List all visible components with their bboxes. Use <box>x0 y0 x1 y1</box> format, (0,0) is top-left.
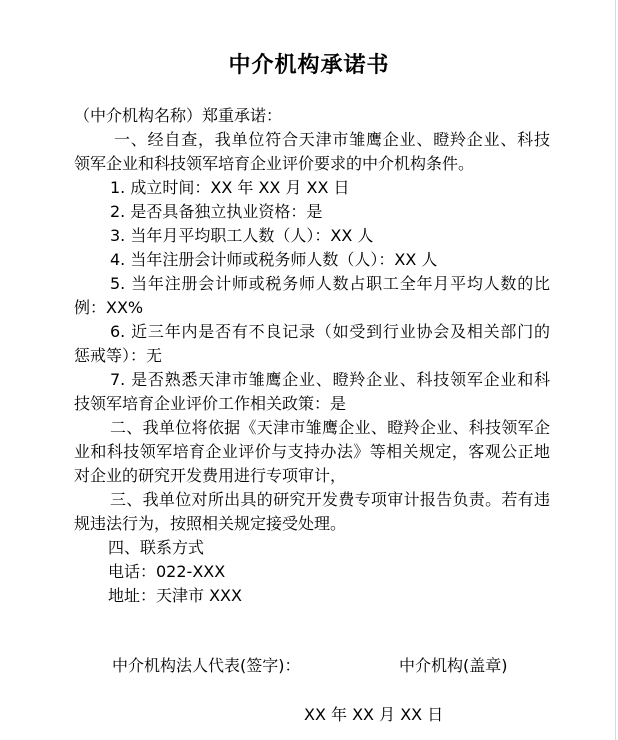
document-title: 中介机构承诺书 <box>228 53 390 78</box>
item-2: 2. 是否具备独立执业资格：是 <box>110 202 323 221</box>
agency-seal: 中介机构(盖章) <box>399 656 508 675</box>
clause-2-line-2: 业和科技领军培育企业评价与支持办法》等相关规定，客观公正地 <box>74 442 550 461</box>
item-4: 4. 当年注册会计师或税务师人数（人）：XX 人 <box>110 250 438 269</box>
contact-address: 地址：天津市 XXX <box>108 586 242 605</box>
item-3: 3. 当年月平均职工人数（人）：XX 人 <box>110 226 374 245</box>
contact-phone: 电话：022-XXX <box>108 562 226 581</box>
legal-representative-signature: 中介机构法人代表(签字)： <box>112 656 301 675</box>
item-5-line-2: 例：XX% <box>74 298 144 317</box>
signing-date: XX 年 XX 月 XX 日 <box>304 705 444 724</box>
item-6-line-2: 惩戒等）：无 <box>74 346 163 365</box>
clause-2-line-3: 对企业的研究开发费用进行专项审计， <box>74 466 347 485</box>
contact-heading: 四、联系方式 <box>108 538 205 557</box>
clause-3-line-1: 三、我单位对所出具的研究开发费专项审计报告负责。若有违 <box>110 490 550 509</box>
item-5-line-1: 5. 当年注册会计师或税务师人数占职工全年月平均人数的比 <box>110 274 550 293</box>
opening-line: （中介机构名称）郑重承诺： <box>74 106 283 125</box>
clause-3-line-2: 规违法行为，按照相关规定接受处理。 <box>74 514 347 533</box>
clause-1-line-2: 领军企业和科技领军培育企业评价要求的中介机构条件。 <box>74 154 475 173</box>
item-1: 1. 成立时间：XX 年 XX 月 XX 日 <box>110 178 350 197</box>
item-7-line-1: 7. 是否熟悉天津市雏鹰企业、瞪羚企业、科技领军企业和科 <box>110 370 550 389</box>
item-6-line-1: 6. 近三年内是否有不良记录（如受到行业协会及相关部门的 <box>110 322 550 341</box>
clause-1-line-1: 一、经自查，我单位符合天津市雏鹰企业、瞪羚企业、科技 <box>114 130 550 149</box>
clause-2-line-1: 二、我单位将依据《天津市雏鹰企业、瞪羚企业、科技领军企 <box>110 418 550 437</box>
item-7-line-2: 技领军培育企业评价工作相关政策：是 <box>74 394 347 413</box>
